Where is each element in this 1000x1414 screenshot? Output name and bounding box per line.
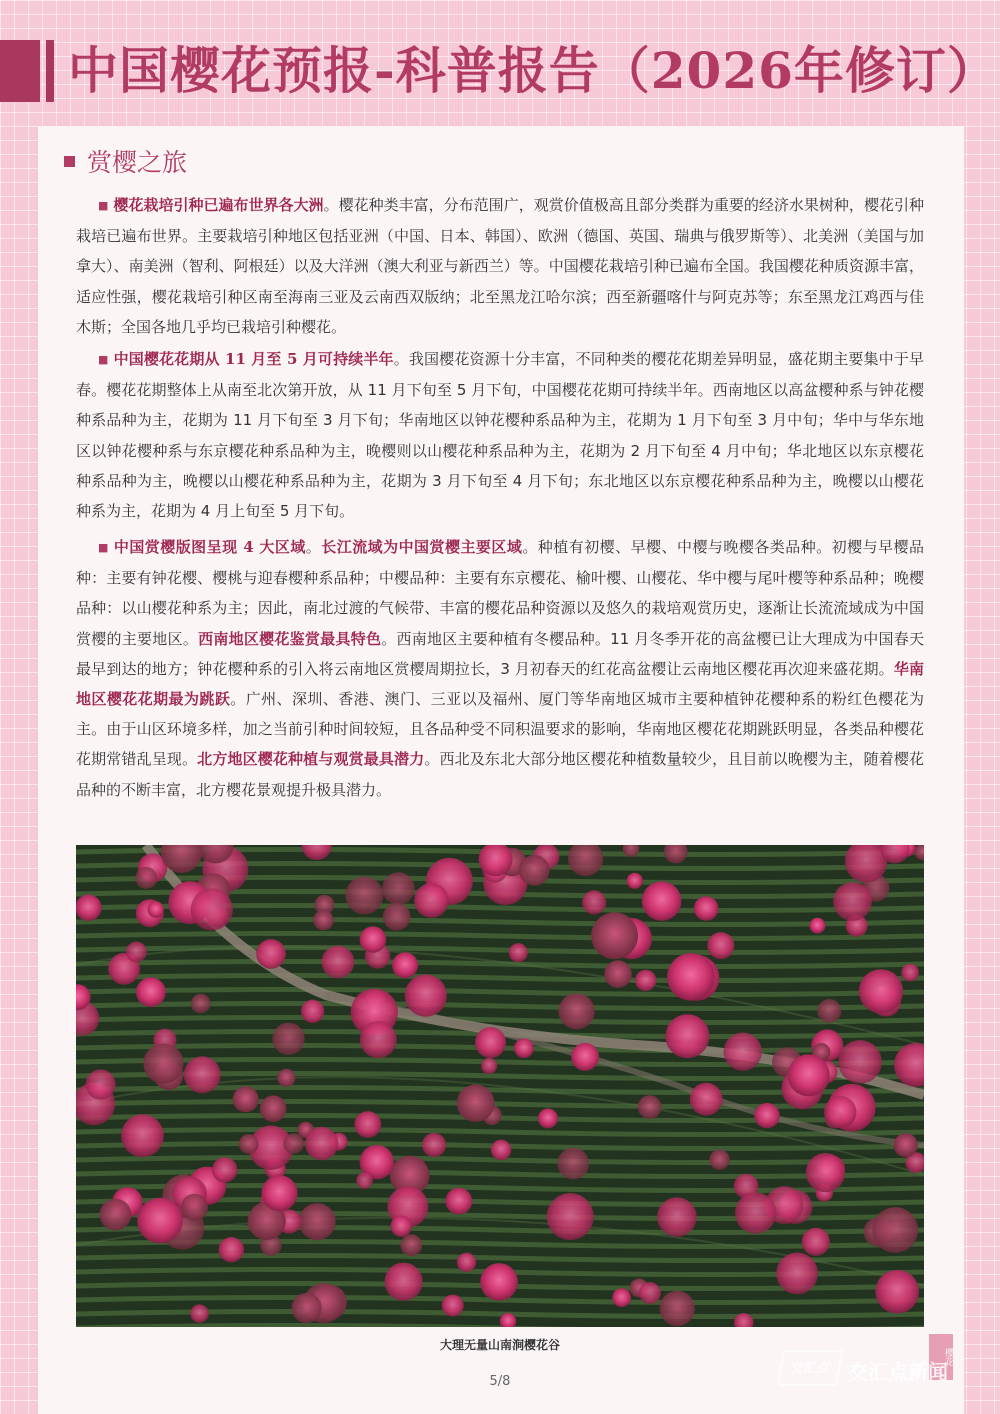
cherry-tree-canopy — [557, 1148, 589, 1180]
cherry-tree-canopy — [754, 1103, 779, 1128]
bullet-square-icon: ■ — [98, 541, 109, 554]
cherry-tree-canopy — [382, 872, 415, 905]
news-watermark — [780, 1350, 990, 1390]
cherry-tree-canopy — [445, 1188, 472, 1215]
cherry-tree-canopy — [802, 1228, 830, 1256]
watermark-text: 交汇点新闻 — [848, 1360, 948, 1384]
cherry-tree-canopy — [277, 1069, 295, 1087]
cherry-tree-canopy — [694, 896, 719, 921]
cherry-tree-canopy — [859, 969, 903, 1013]
cherry-tree-canopy — [76, 895, 102, 921]
paragraph-bloom-period — [76, 344, 924, 526]
paragraph-body: 。樱花种类丰富，分布范围广，观赏价值极高且部分类群为重要的经济水果树种，樱花引种栽培已遍布世界。主要栽培引种地区包括亚洲（中国、日本、韩国）、欧洲（德国、英国、瑞典与俄罗斯等）、北美洲（美国与加拿大）、南美洲（智利、阿根廷）以及大洋洲（澳大利亚与新西兰）等。中国樱花栽培引种已遍布全国。我国樱花种质资源丰富，适应性强，樱花栽培引种区南至海南三亚及云南西双版纳；北至黑龙江哈尔滨；西至新疆喀什与阿克苏等；东至黑龙江鸡西与佳木斯；全国各地几乎均已栽培引种樱花。 — [76, 196, 924, 336]
cherry-tree-canopy — [809, 918, 825, 934]
cherry-tree-canopy — [591, 912, 638, 959]
cherry-tree-canopy — [642, 881, 682, 921]
cherry-tree-canopy — [547, 1193, 594, 1240]
cherry-tree-canopy — [272, 1023, 304, 1055]
paragraph-lead: 中国樱花花期从 11 月至 5 月可持续半年 — [113, 350, 394, 368]
paragraph-regions — [76, 532, 924, 805]
cherry-tree-canopy — [838, 1040, 882, 1084]
cherry-tree-canopy — [239, 1134, 259, 1154]
paragraph-body: 。我国樱花资源十分丰富，不同种类的樱花花期差异明显，盛花期主要集中于早春。樱花花期整体上从南至北次第开放，从 11 月下旬至 5 月下旬，中国樱花花期可持续半年。西南地区以高盆樱种系与钟花樱种系品种为主，花期为 11 月下旬至 3 月下旬；华南地区以钟花樱种系品种为主，花期为 1 月下旬至 3 月中旬；华中与华东地区以钟花樱种系与东京樱花种系品种为主，晚樱则以山樱花种系品种为主，花期为 2 月下旬至 4 月中旬；华北地区以东京樱花种系品种为主，晚樱以山樱花种系品种为主，花期为 3 月下旬至 4 月下旬；东北地区以东京樱花种系品种为主，晚樱以山樱花种系为主，花期为 4 月上旬至 5 月下旬。 — [76, 350, 924, 521]
cherry-tree-canopy — [414, 883, 449, 918]
cherry-tree-canopy — [360, 1021, 397, 1058]
paragraph-lead-north: 北方地区樱花种植与观赏最具潜力 — [197, 750, 425, 769]
paragraph-distribution — [76, 190, 924, 342]
section-title — [64, 146, 187, 180]
cherry-tree-canopy — [356, 1172, 373, 1189]
cherry-tree-canopy — [301, 1000, 324, 1023]
cherry-tree-canopy — [256, 939, 286, 969]
paragraph-body: 。 — [305, 538, 322, 556]
cherry-tree-canopy — [360, 926, 387, 953]
cherry-tree-canopy — [635, 970, 656, 991]
paragraph-body-south: 。广州、深圳、香港、澳门、三亚以及福州、厦门等华南地区城市主要种植钟花樱种系的粉红色樱花为主。由于山区环境多样，加之当前引种时间较短，且各品种受不同积温要求的影响，华南地区樱花花期跳跃明显，各类品种樱花花期常错乱呈现。 — [76, 690, 924, 769]
cherry-tree-canopy — [391, 1216, 412, 1237]
page-number: 5/8 — [489, 1374, 511, 1389]
paragraph-lead-southwest: 西南地区樱花鉴赏最具特色 — [198, 629, 382, 648]
cherry-tree-canopy — [457, 1084, 495, 1122]
section-square-icon — [64, 156, 75, 167]
bullet-square-icon: ■ — [98, 353, 109, 366]
cherry-tree-canopy — [135, 867, 157, 889]
cherry-tree-canopy — [137, 1198, 183, 1244]
cherry-tree-canopy — [806, 1153, 845, 1192]
paragraph-lead-yangtze: 长江流域为中国赏樱主要区域 — [321, 538, 523, 556]
cherry-tree-canopy — [817, 999, 841, 1023]
paragraph-body-southwest: 。西南地区主要种植有冬樱品种。11 月冬季开花的高盆樱已让大理成为中国春天最早到达的地方；钟花樱种系的引入将云南地区赏樱周期拉长，3 月初春天的红花高盆樱让云南地区樱花再次迎来盛花期。 — [76, 629, 924, 678]
cherry-tree-canopy — [383, 903, 411, 931]
cherry-tree-canopy — [190, 1304, 209, 1323]
cherry-tree-canopy — [86, 1069, 116, 1099]
cherry-tree-canopy — [442, 1295, 464, 1317]
cherry-tree-canopy — [894, 1133, 918, 1157]
cherry-tree-canopy — [612, 1288, 631, 1307]
cherry-tree-canopy — [305, 1127, 338, 1160]
cherry-tree-canopy — [322, 946, 355, 979]
cherry-valley-photo — [76, 845, 924, 1327]
cherry-tree-canopy — [219, 1237, 244, 1262]
cherry-tree-canopy — [143, 1044, 183, 1084]
paragraph-body-yangtze: 。种植有初樱、早樱、中樱与晚樱各类品种。初樱与早樱品种：主要有钟花樱、樱桃与迎春樱种系品种；中樱品种：主要有东京樱花、榆叶樱、山樱花、华中樱与尾叶樱等种系品种；晚樱品种：以山樱花种系为主；因此，南北过渡的气候带、丰富的樱花品种资源以及悠久的栽培观赏历史，逐渐让长流流域成为中国赏樱的主要地区。 — [76, 538, 924, 648]
cherry-tree-canopy — [136, 977, 166, 1007]
section-title-text: 赏樱之旅 — [87, 148, 188, 177]
header-accent-block — [0, 40, 40, 102]
cherry-tree-canopy — [735, 1192, 776, 1233]
cherry-tree-canopy — [100, 1199, 132, 1231]
cherry-tree-canopy — [481, 1058, 497, 1074]
cherry-tree-canopy — [582, 890, 606, 914]
cherry-tree-canopy — [181, 1194, 208, 1221]
cherry-tree-canopy — [627, 873, 643, 889]
cherry-tree-canopy — [212, 1157, 237, 1182]
cherry-tree-canopy — [191, 994, 211, 1014]
cherry-tree-canopy — [875, 1270, 919, 1314]
cherry-tree-canopy — [639, 1282, 661, 1304]
aerial-photo-illustration — [76, 845, 924, 1327]
cherry-tree-canopy — [126, 942, 147, 963]
cherry-tree-canopy — [509, 943, 528, 962]
cherry-tree-canopy — [292, 1293, 322, 1323]
cherry-tree-canopy — [709, 1150, 729, 1170]
paragraph-body-north: 。西北及东北大部分地区樱花种植数量较少，且目前以晚樱为主，随着樱花品种的不断丰富，北方樱花景观提升极具潜力。 — [76, 750, 924, 799]
cherry-tree-canopy — [400, 1234, 422, 1256]
cherry-tree-canopy — [475, 1027, 506, 1058]
paragraph-lead: 中国赏樱版图呈现 4 大区域 — [113, 538, 306, 556]
paragraph-lead: 樱花栽培引种已遍布世界各大洲 — [113, 196, 324, 214]
cherry-tree-canopy — [665, 1014, 709, 1058]
cherry-tree-canopy — [121, 1114, 164, 1157]
photo-caption: 大理无量山南涧樱花谷 — [439, 1338, 560, 1352]
cherry-tree-canopy — [184, 1056, 221, 1093]
cherry-tree-canopy — [233, 1086, 259, 1112]
cherry-tree-canopy — [660, 1291, 695, 1326]
cherry-tree-canopy — [480, 1263, 518, 1301]
cherry-tree-canopy — [392, 952, 418, 978]
cherry-tree-canopy — [299, 1203, 336, 1240]
seal-stamp: 樱花 — [929, 1334, 953, 1380]
cherry-tree-canopy — [559, 993, 595, 1029]
cherry-tree-canopy — [824, 1096, 856, 1128]
page-title: 中国樱花预报-科普报告（2026年修订） — [68, 41, 998, 100]
cherry-tree-canopy — [707, 932, 734, 959]
cherry-tree-canopy — [491, 1140, 512, 1161]
cherry-tree-canopy — [519, 855, 550, 886]
cherry-tree-canopy — [514, 1038, 534, 1058]
cherry-tree-canopy — [457, 1253, 476, 1272]
cherry-tree-canopy — [354, 1111, 381, 1138]
cherry-tree-canopy — [872, 1207, 918, 1253]
cherry-tree-canopy — [261, 1175, 297, 1211]
cherry-tree-canopy — [667, 953, 715, 1001]
cherry-tree-canopy — [657, 1197, 697, 1237]
cherry-tree-canopy — [405, 975, 447, 1017]
cherry-tree-canopy — [313, 910, 333, 930]
cherry-tree-canopy — [345, 877, 383, 915]
cherry-tree-canopy — [604, 960, 632, 988]
bullet-square-icon: ■ — [98, 199, 109, 212]
cherry-tree-canopy — [833, 882, 872, 921]
header-accent-stripe — [46, 40, 54, 102]
cherry-tree-canopy — [191, 888, 233, 930]
cherry-tree-canopy — [638, 1095, 662, 1119]
cherry-tree-canopy — [148, 901, 164, 917]
paragraph-lead-south: 华南地区樱花花期最为跳跃 — [76, 659, 924, 709]
cherry-tree-canopy — [422, 1133, 446, 1157]
cherry-tree-canopy — [538, 1108, 558, 1128]
cherry-tree-canopy — [776, 1253, 818, 1295]
cherry-tree-canopy — [690, 1083, 723, 1116]
cherry-tree-canopy — [571, 1043, 599, 1071]
cherry-tree-canopy — [788, 1054, 830, 1096]
cherry-tree-canopy — [283, 1133, 304, 1154]
header-bar — [0, 40, 998, 102]
cherry-tree-canopy — [260, 1095, 287, 1122]
cherry-tree-canopy — [901, 964, 919, 982]
cherry-tree-canopy — [724, 1033, 762, 1071]
watermark-logo: 交汇点 — [777, 1350, 843, 1386]
cherry-tree-canopy — [385, 1263, 423, 1301]
